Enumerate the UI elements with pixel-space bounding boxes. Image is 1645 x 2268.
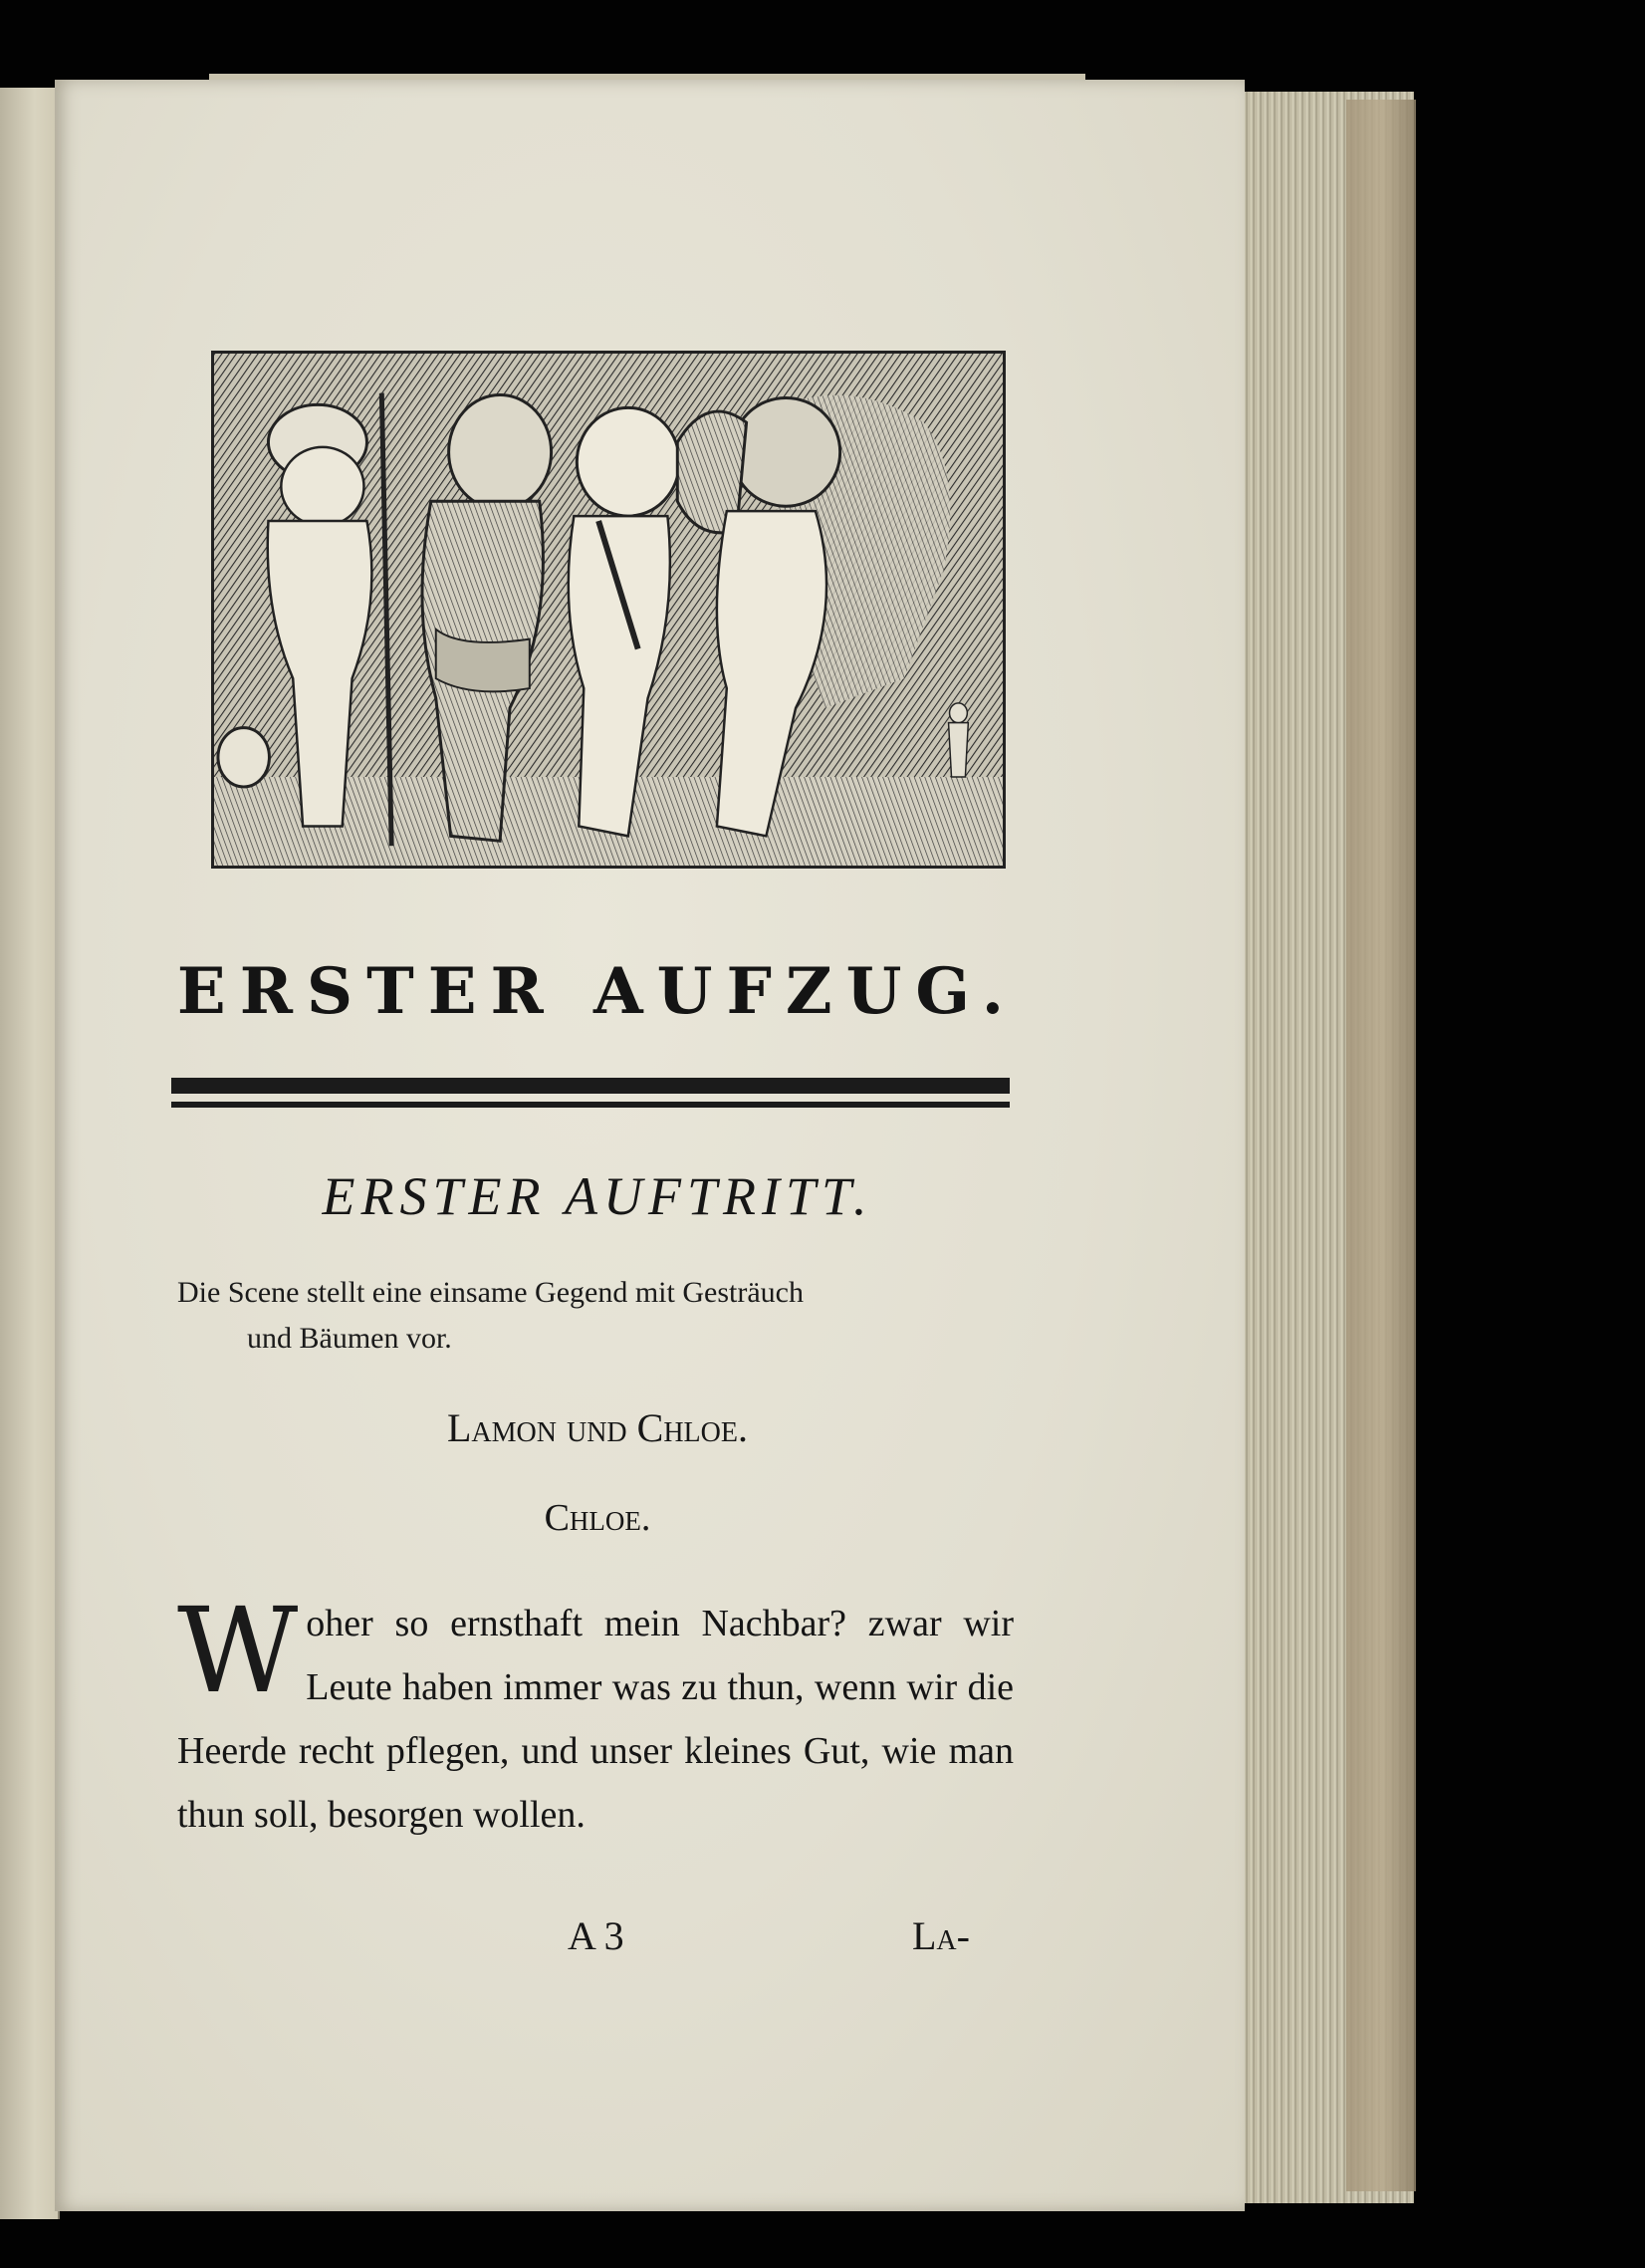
speaker-name: Chloe. [544,1497,651,1539]
left-page-edge [0,88,60,2219]
stage-direction [177,1270,1014,1362]
catchword: La- [912,1913,970,1958]
dialogue-paragraph [177,1582,1014,1847]
characters-line: Lamon und Chloe. [447,1405,748,1450]
thin-rule [171,1102,1010,1108]
thick-rule [171,1078,1010,1094]
stage-direction-line-2: und Bäumen vor. [247,1322,452,1355]
cherubs-engraving [211,351,1006,869]
act-title: ERSTER AUFZUG. [176,954,1019,1029]
engraving-illustration [214,354,1003,866]
scene-title: ERSTER AUFTRITT. [322,1166,873,1226]
stage-direction-line-1: Die Scene stellt eine einsame Gegend mit Gesträuch [177,1276,804,1309]
book-fore-edge [1346,100,1416,2191]
double-rule-divider [171,1078,1010,1114]
drop-capital: W [177,1582,299,1719]
signature-mark: A 3 [568,1913,624,1958]
dialogue-text: oher so ernsthaft mein Nachbar? zwar wir Leute haben immer was zu thun, wenn wir die Heerde recht pflegen, und unser kleines Gut, wie man thun soll, besorgen wollen. [177,1603,1014,1836]
